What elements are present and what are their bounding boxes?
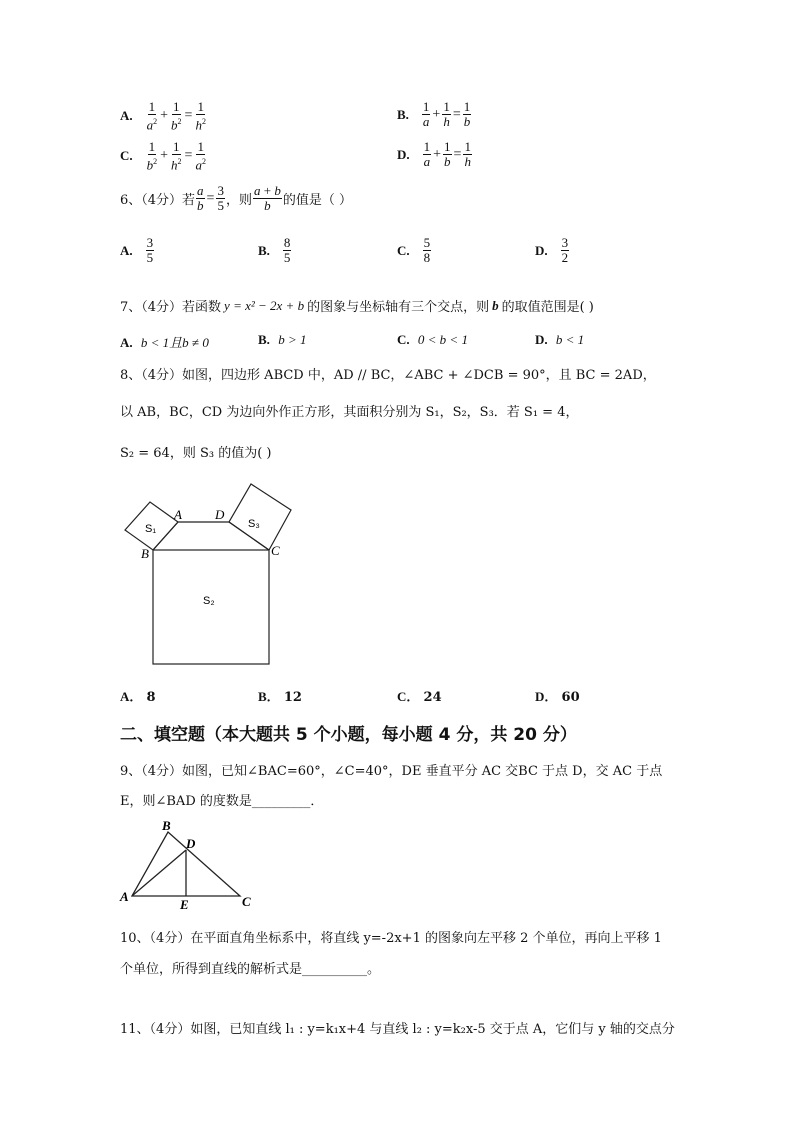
q5-option-d: D. $\frac{1}{a}$ + $\frac{1}{b}$ = $\frac{1}{h}$ [397,139,471,169]
q10-line1: 10、（4分）在平面直角坐标系中，将直线 y=-2x+1 的图象向左平移 2 个单位，再向上平移 1 [120,931,662,946]
q7-option-b: B. b > 1 [258,332,307,347]
q7-stem: 7、（4分）若函数 y = x² − 2x + b 的图象与坐标轴有三个交点，则 b 的取值范围是( ) [120,297,594,315]
q9-line-ad [132,850,186,896]
q9-line1: 9、（4分）如图，已知∠BAC=60°，∠C=40°，DE 垂直平分 AC 交BC 于点 D，交 AC 于点 [120,764,663,779]
q9-line2: E，则∠BAD 的度数是_________． [120,794,324,809]
q8-line3: S₂ = 64，则 S₃ 的值为( ) [120,446,272,461]
q8-square-s3 [229,484,291,550]
q8-line2: 以 AB，BC，CD 为边向外作正方形，其面积分别为 S₁，S₂，S₃．若 S₁ = 4， [120,405,579,420]
q8-option-c: C． 24 [397,689,442,705]
q7-option-c: C. 0 < b < 1 [397,332,468,347]
q6-option-a: A. $\frac{3}{5}$ [120,235,154,265]
q6-option-c: C. $\frac{5}{8}$ [397,235,431,265]
q5-option-a: A. $\frac{1}{a^2}$ + $\frac{1}{b^2}$ = $\frac{1}{h^2}$ [120,99,206,133]
q5-a-frac3: $\frac{1}{h^2}$ [195,99,206,133]
q9-point-c: C [242,894,251,909]
q9-point-e: E [180,897,189,910]
q8-point-b: B [141,546,149,561]
q7-option-d: D. b < 1 [535,332,585,347]
q8-line1: 8、（4分）如图，四边形 ABCD 中，AD // BC，∠ABC + ∠DCB = 90°，且 BC = 2AD， [120,368,656,383]
q9-point-d: D [186,836,196,851]
q9-point-a: A [120,889,129,904]
q6-option-d: D. $\frac{3}{2}$ [535,235,569,265]
q11-line1: 11、（4分）如图，已知直线 l₁ : y=k₁x+4 与直线 l₂ : y=k₂x-5 交于点 A，它们与 y 轴的交点分 [120,1022,675,1037]
q8-label-s2: S₂ [203,595,215,607]
q5-c-label: C. [120,148,133,164]
q5-a-frac2: $\frac{1}{b^2}$ [171,99,182,133]
q5-option-c: C. $\frac{1}{b^2}$ + $\frac{1}{h^2}$ = $\frac{1}{a^2}$ [120,139,206,173]
q6-option-b: B. $\frac{8}{5}$ [258,235,291,265]
section-2-title: 二、填空题（本大题共 5 个小题，每小题 4 分，共 20 分） [120,725,577,745]
q8-point-d: D [215,507,225,522]
q8-option-b: B． 12 [258,689,302,705]
q8-option-d: D． 60 [535,689,580,705]
q6-prefix: 6、（4分）若 [120,193,196,208]
q8-point-a: A [174,507,182,522]
q6-suffix: 的值是（ ） [282,193,352,208]
q6-stem: 6、（4分）若 $\frac{a}{b}$ = $\frac{3}{5}$ ，则 $\frac{a + b}{b}$ 的值是（ ） [120,183,352,213]
q10-line2: 个单位，所得到直线的解析式是__________。 [120,962,381,977]
q8-option-a: A． 8 [120,689,156,705]
q5-d-label: D. [397,146,410,162]
q7-option-a: A. b < 1且b ≠ 0 [120,335,209,350]
q5-b-label: B. [397,106,409,122]
q8-point-c: C [271,543,280,558]
q5-a-label: A. [120,108,133,124]
q5-option-b: B. $\frac{1}{a}$ + $\frac{1}{h}$ = $\frac{1}{b}$ [397,99,471,129]
q5-a-frac1: $\frac{1}{a^2}$ [146,99,158,133]
q9-figure [112,818,262,910]
q8-label-s1: S₁ [145,523,157,535]
q8-label-s3: S₃ [248,518,260,530]
q9-point-b: B [162,818,171,833]
q8-square-s2 [153,550,269,664]
q7-function: y = x² − 2x + b [224,297,305,313]
q8-figure [110,480,310,680]
q6-mid: ，则 [225,193,252,208]
